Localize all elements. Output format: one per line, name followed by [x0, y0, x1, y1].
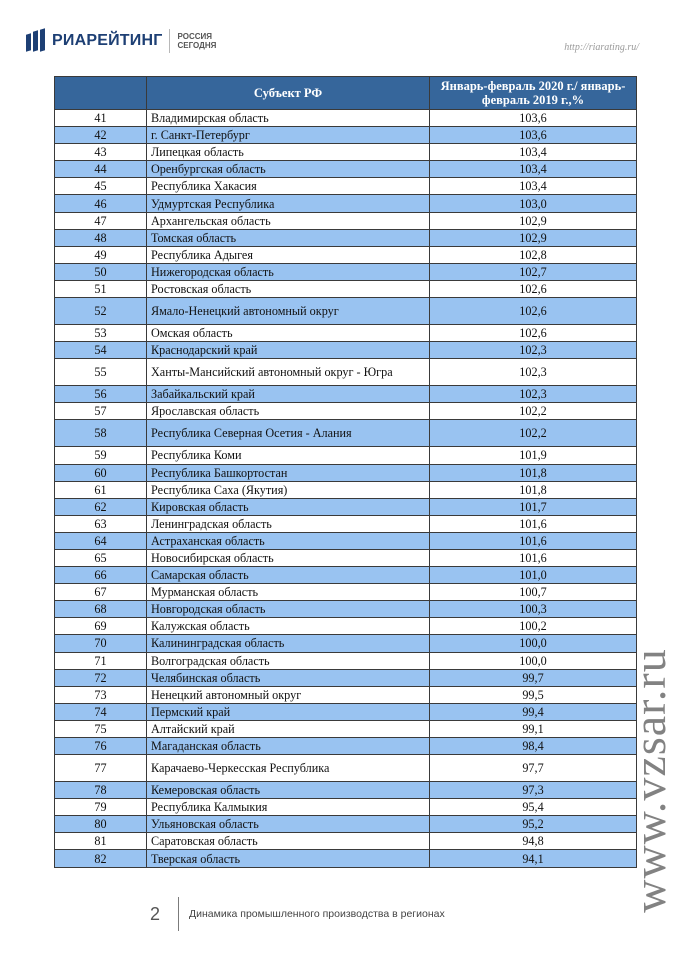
cell-value: 102,9	[430, 229, 637, 246]
table-row	[55, 755, 637, 782]
cell-subject: Республика Саха (Якутия)	[147, 481, 430, 498]
table-row	[55, 498, 637, 515]
cell-subject: Томская область	[147, 229, 430, 246]
cell-rank: 81	[55, 833, 147, 850]
cell-value: 101,6	[430, 515, 637, 532]
cell-rank: 71	[55, 652, 147, 669]
table-row	[55, 420, 637, 447]
cell-rank: 73	[55, 686, 147, 703]
cell-subject: Мурманская область	[147, 584, 430, 601]
cell-value: 97,7	[430, 755, 637, 782]
cell-rank: 55	[55, 359, 147, 386]
cell-rank: 58	[55, 420, 147, 447]
ria-rating-logo	[26, 28, 216, 54]
cell-subject: Ханты-Мансийский автономный округ - Югра	[147, 359, 430, 386]
cell-value: 102,3	[430, 359, 637, 386]
cell-subject: Волгоградская область	[147, 652, 430, 669]
cell-rank: 66	[55, 567, 147, 584]
cell-rank: 42	[55, 127, 147, 144]
cell-subject: Челябинская область	[147, 669, 430, 686]
page-number: 2	[150, 903, 161, 924]
cell-subject: Краснодарский край	[147, 342, 430, 359]
table-row	[55, 782, 637, 799]
table-row	[55, 669, 637, 686]
logo-sub-line2: СЕГОДНЯ	[177, 41, 217, 50]
cell-subject: Саратовская область	[147, 833, 430, 850]
site-url-link[interactable]: http://riarating.ru/	[564, 42, 639, 53]
cell-rank: 64	[55, 532, 147, 549]
cell-rank: 59	[55, 447, 147, 464]
cell-subject: Республика Башкортостан	[147, 464, 430, 481]
table-row	[55, 403, 637, 420]
table-row	[55, 161, 637, 178]
cell-rank: 67	[55, 584, 147, 601]
ria-logo-icon	[26, 29, 46, 53]
cell-value: 103,4	[430, 178, 637, 195]
cell-subject: Пермский край	[147, 703, 430, 720]
table-row	[55, 386, 637, 403]
cell-rank: 52	[55, 298, 147, 325]
cell-value: 102,6	[430, 280, 637, 297]
logo-sub-line1: РОССИЯ	[177, 32, 212, 41]
cell-value: 102,2	[430, 420, 637, 447]
cell-value: 95,2	[430, 816, 637, 833]
cell-value: 103,6	[430, 110, 637, 127]
table-row	[55, 342, 637, 359]
table-row	[55, 515, 637, 532]
table-row	[55, 195, 637, 212]
table-row	[55, 601, 637, 618]
table-row	[55, 246, 637, 263]
cell-subject: г. Санкт-Петербург	[147, 127, 430, 144]
cell-subject: Карачаево-Черкесская Республика	[147, 755, 430, 782]
table-row	[55, 263, 637, 280]
cell-value: 103,4	[430, 144, 637, 161]
table-row	[55, 127, 637, 144]
table-row	[55, 720, 637, 737]
cell-subject: Омская область	[147, 325, 430, 342]
cell-subject: Новгородская область	[147, 601, 430, 618]
column-header-value: Январь-февраль 2020 г./ январь-февраль 2019 г.,%	[430, 77, 637, 110]
cell-value: 100,0	[430, 652, 637, 669]
cell-subject: Республика Северная Осетия - Алания	[147, 420, 430, 447]
cell-rank: 68	[55, 601, 147, 618]
table-row	[55, 816, 637, 833]
cell-rank: 56	[55, 386, 147, 403]
cell-value: 100,7	[430, 584, 637, 601]
cell-rank: 78	[55, 782, 147, 799]
cell-rank: 61	[55, 481, 147, 498]
footer-divider	[178, 897, 179, 931]
table-row	[55, 652, 637, 669]
cell-subject: Ярославская область	[147, 403, 430, 420]
cell-subject: Тверская область	[147, 850, 430, 867]
table-row	[55, 298, 637, 325]
cell-value: 102,6	[430, 325, 637, 342]
table-row	[55, 212, 637, 229]
cell-value: 99,7	[430, 669, 637, 686]
table-row	[55, 703, 637, 720]
logo-subtitle	[177, 32, 216, 50]
cell-value: 103,4	[430, 161, 637, 178]
watermark-text: www.vzsar.ru	[623, 647, 675, 913]
cell-value: 98,4	[430, 738, 637, 755]
cell-subject: Республика Коми	[147, 447, 430, 464]
logo-wordmark	[52, 32, 162, 50]
table-row	[55, 549, 637, 566]
cell-rank: 60	[55, 464, 147, 481]
cell-subject: Липецкая область	[147, 144, 430, 161]
table-row	[55, 833, 637, 850]
cell-value: 101,6	[430, 532, 637, 549]
cell-value: 100,3	[430, 601, 637, 618]
cell-value: 101,9	[430, 447, 637, 464]
cell-rank: 47	[55, 212, 147, 229]
table-row	[55, 532, 637, 549]
cell-rank: 76	[55, 738, 147, 755]
cell-rank: 57	[55, 403, 147, 420]
cell-value: 94,8	[430, 833, 637, 850]
column-header-subject: Субъект РФ	[147, 77, 430, 110]
table-row	[55, 325, 637, 342]
cell-subject: Республика Калмыкия	[147, 799, 430, 816]
table-row	[55, 635, 637, 652]
footer-title: Динамика промышленного производства в регионах	[189, 908, 445, 920]
cell-rank: 70	[55, 635, 147, 652]
cell-rank: 80	[55, 816, 147, 833]
cell-subject: Ростовская область	[147, 280, 430, 297]
cell-rank: 62	[55, 498, 147, 515]
table-header-row	[55, 77, 637, 110]
table-row	[55, 359, 637, 386]
cell-rank: 72	[55, 669, 147, 686]
cell-rank: 48	[55, 229, 147, 246]
cell-rank: 46	[55, 195, 147, 212]
cell-value: 102,7	[430, 263, 637, 280]
cell-rank: 75	[55, 720, 147, 737]
cell-value: 101,0	[430, 567, 637, 584]
cell-value: 99,1	[430, 720, 637, 737]
table-row	[55, 144, 637, 161]
cell-rank: 82	[55, 850, 147, 867]
cell-subject: Владимирская область	[147, 110, 430, 127]
cell-subject: Новосибирская область	[147, 549, 430, 566]
table-body	[55, 110, 637, 868]
cell-value: 102,3	[430, 342, 637, 359]
cell-rank: 63	[55, 515, 147, 532]
cell-rank: 43	[55, 144, 147, 161]
cell-rank: 41	[55, 110, 147, 127]
cell-value: 99,4	[430, 703, 637, 720]
cell-value: 101,8	[430, 481, 637, 498]
table-row	[55, 686, 637, 703]
logo-rating-text: РЕЙТИНГ	[86, 32, 163, 49]
cell-rank: 53	[55, 325, 147, 342]
table-row	[55, 799, 637, 816]
cell-rank: 50	[55, 263, 147, 280]
table-row	[55, 850, 637, 867]
cell-rank: 45	[55, 178, 147, 195]
cell-value: 102,6	[430, 298, 637, 325]
cell-rank: 44	[55, 161, 147, 178]
cell-value: 103,6	[430, 127, 637, 144]
cell-subject: Республика Адыгея	[147, 246, 430, 263]
table-row	[55, 481, 637, 498]
cell-rank: 65	[55, 549, 147, 566]
cell-value: 95,4	[430, 799, 637, 816]
table-row	[55, 584, 637, 601]
cell-subject: Ненецкий автономный округ	[147, 686, 430, 703]
cell-rank: 79	[55, 799, 147, 816]
cell-rank: 77	[55, 755, 147, 782]
logo-divider	[169, 29, 170, 53]
cell-subject: Нижегородская область	[147, 263, 430, 280]
logo-ria-text: РИА	[52, 32, 87, 49]
cell-subject: Забайкальский край	[147, 386, 430, 403]
page-footer	[150, 896, 445, 932]
cell-value: 102,9	[430, 212, 637, 229]
table-row	[55, 464, 637, 481]
cell-subject: Алтайский край	[147, 720, 430, 737]
cell-value: 103,0	[430, 195, 637, 212]
cell-subject: Республика Хакасия	[147, 178, 430, 195]
cell-value: 94,1	[430, 850, 637, 867]
cell-value: 101,7	[430, 498, 637, 515]
cell-value: 102,2	[430, 403, 637, 420]
cell-value: 100,0	[430, 635, 637, 652]
cell-value: 100,2	[430, 618, 637, 635]
cell-subject: Кировская область	[147, 498, 430, 515]
cell-subject: Ленинградская область	[147, 515, 430, 532]
cell-subject: Калужская область	[147, 618, 430, 635]
cell-value: 99,5	[430, 686, 637, 703]
cell-value: 102,8	[430, 246, 637, 263]
table-row	[55, 110, 637, 127]
table-row	[55, 567, 637, 584]
cell-value: 97,3	[430, 782, 637, 799]
cell-subject: Архангельская область	[147, 212, 430, 229]
cell-subject: Кемеровская область	[147, 782, 430, 799]
cell-subject: Оренбургская область	[147, 161, 430, 178]
table-row	[55, 229, 637, 246]
cell-rank: 54	[55, 342, 147, 359]
table-row	[55, 280, 637, 297]
table-row	[55, 447, 637, 464]
cell-subject: Калининградская область	[147, 635, 430, 652]
cell-rank: 51	[55, 280, 147, 297]
cell-rank: 49	[55, 246, 147, 263]
cell-rank: 69	[55, 618, 147, 635]
cell-value: 101,6	[430, 549, 637, 566]
cell-subject: Астраханская область	[147, 532, 430, 549]
ranking-table	[54, 76, 637, 868]
cell-value: 101,8	[430, 464, 637, 481]
table-row	[55, 738, 637, 755]
cell-subject: Самарская область	[147, 567, 430, 584]
table-row	[55, 618, 637, 635]
cell-subject: Магаданская область	[147, 738, 430, 755]
watermark	[623, 612, 675, 948]
table-row	[55, 178, 637, 195]
cell-subject: Удмуртская Республика	[147, 195, 430, 212]
column-header-rank	[55, 77, 147, 110]
cell-subject: Ульяновская область	[147, 816, 430, 833]
cell-value: 102,3	[430, 386, 637, 403]
cell-subject: Ямало-Ненецкий автономный округ	[147, 298, 430, 325]
cell-rank: 74	[55, 703, 147, 720]
